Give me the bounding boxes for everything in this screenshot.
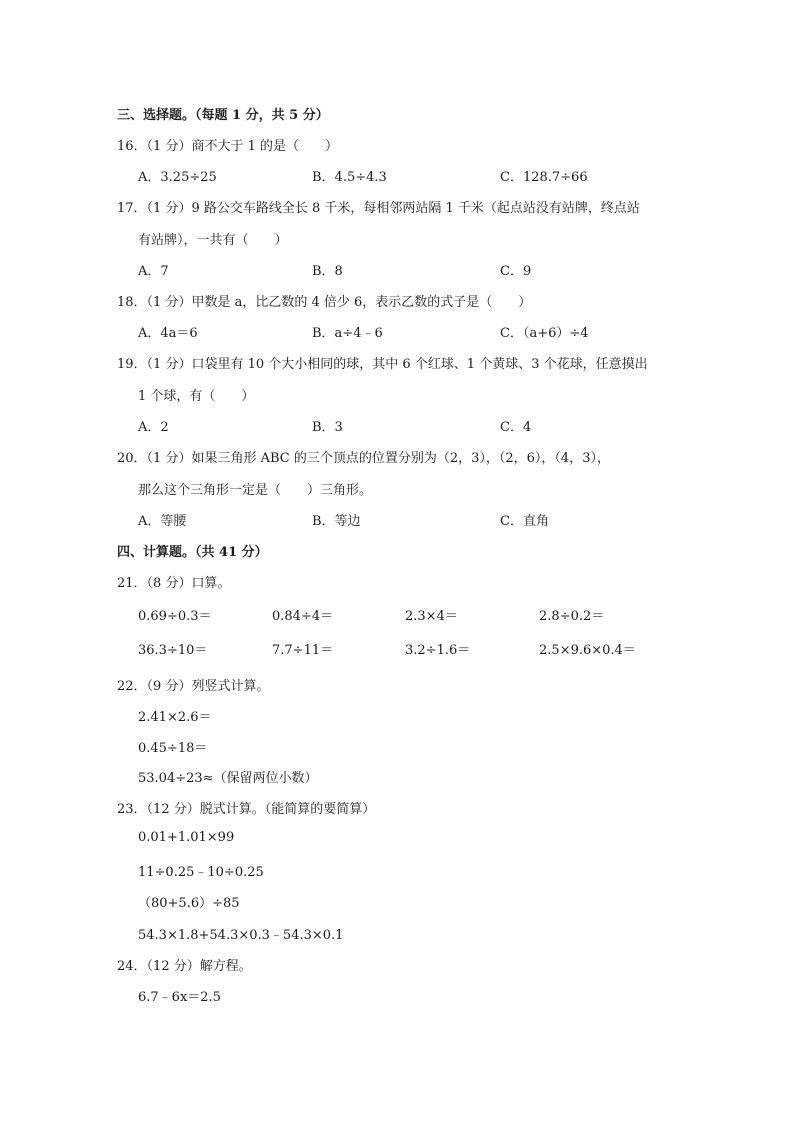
question-17-stem: 17．（1 分）9 路公交车路线全长 8 千米，每相邻两站隔 1 千米（起点站没有站牌，终点站 [117, 201, 640, 216]
q18-option-a: A．4a＝6 [138, 326, 198, 341]
q19-option-c: C．4 [500, 420, 532, 435]
question-22-stem: 22．（9 分）列竖式计算。 [117, 679, 270, 694]
q23-item: 11÷0.25﹣10÷0.25 [138, 865, 264, 880]
question-19-stem-cont: 1 个球，有（ ） [138, 389, 255, 404]
q20-option-c: C．直角 [500, 514, 549, 529]
q16-option-b: B．4.5÷4.3 [312, 170, 387, 185]
q18-option-c: C．（a+6）÷4 [500, 326, 589, 341]
section-4-title: 四、计算题。（共 41 分） [117, 545, 268, 560]
q19-option-a: A．2 [138, 420, 169, 435]
q17-option-b: B．8 [312, 264, 343, 279]
question-23-stem: 23．（12 分）脱式计算。（能简算的要简算） [117, 802, 376, 817]
question-18-stem: 18．（1 分）甲数是 a，比乙数的 4 倍少 6，表示乙数的式子是（ ） [117, 295, 532, 310]
q18-option-b: B．a÷4﹣6 [312, 326, 383, 341]
q23-item: 54.3×1.8+54.3×0.3﹣54.3×0.1 [138, 928, 344, 943]
question-16-stem: 16．（1 分）商不大于 1 的是（ ） [117, 139, 338, 154]
q21-item: 3.2÷1.6＝ [405, 643, 471, 658]
q22-item: 2.41×2.6＝ [138, 710, 212, 725]
q19-option-b: B．3 [312, 420, 343, 435]
q21-item: 0.69÷0.3＝ [138, 609, 212, 624]
question-19-stem: 19．（1 分）口袋里有 10 个大小相同的球，其中 6 个红球、1 个黄球、3 个花球，任意摸出 [117, 357, 648, 372]
q17-option-a: A．7 [138, 264, 169, 279]
q22-item: 0.45÷18＝ [138, 741, 208, 756]
q23-item: 0.01+1.01×99 [138, 830, 235, 845]
q23-item: （80+5.6）÷85 [138, 896, 240, 911]
question-24-stem: 24．（12 分）解方程。 [117, 959, 252, 974]
q20-option-b: B．等边 [312, 514, 361, 529]
section-3-title: 三、选择题。（每题 1 分，共 5 分） [117, 108, 329, 123]
q21-item: 2.5×9.6×0.4＝ [539, 643, 636, 658]
question-20-stem-cont: 那么这个三角形一定是（ ）三角形。 [138, 483, 373, 498]
q16-option-a: A．3.25÷25 [138, 170, 217, 185]
q17-option-c: C．9 [500, 264, 532, 279]
q21-item: 7.7÷11＝ [272, 643, 334, 658]
q24-item: 6.7﹣6x＝2.5 [138, 990, 221, 1005]
q22-item: 53.04÷23≈（保留两位小数） [138, 771, 318, 786]
question-21-stem: 21．（8 分）口算。 [117, 576, 231, 591]
q21-item: 2.8÷0.2＝ [539, 609, 605, 624]
q20-option-a: A．等腰 [138, 514, 187, 529]
question-17-stem-cont: 有站牌），一共有（ ） [138, 233, 288, 248]
q21-item: 0.84÷4＝ [272, 609, 334, 624]
question-20-stem: 20．（1 分）如果三角形 ABC 的三个顶点的位置分别为（2，3），（2，6），（4，3）， [117, 451, 610, 466]
q16-option-c: C．128.7÷66 [500, 170, 588, 185]
q21-item: 36.3÷10＝ [138, 643, 208, 658]
q21-item: 2.3×4＝ [405, 609, 458, 624]
